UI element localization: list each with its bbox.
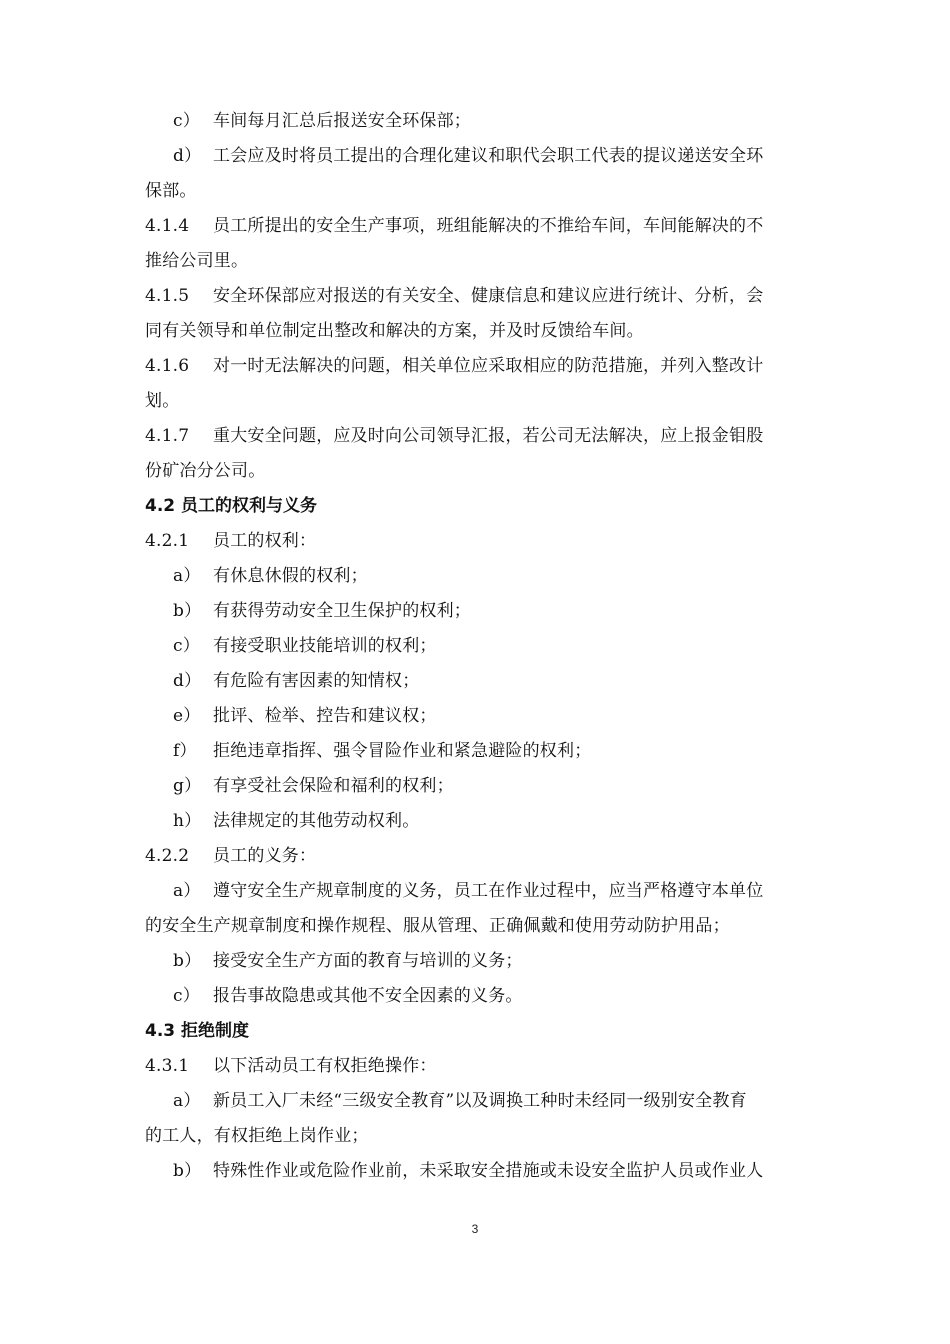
item-text: 拒绝违章指挥、强令冒险作业和紧急避险的权利； (213, 741, 592, 761)
clause-number: 4.2.2 (145, 846, 190, 866)
clause-text: 以下活动员工有权拒绝操作： (213, 1056, 437, 1076)
section-heading-4-2: 4.2 员工的权利与义务 (145, 496, 318, 516)
item-label: e） (173, 706, 201, 726)
item-text: 的工人，有权拒绝上岗作业； (145, 1126, 369, 1146)
duty-item-c (145, 979, 825, 1014)
item-text: 法律规定的其他劳动权利。 (213, 811, 420, 831)
clause-text: 同有关领导和单位制定出整改和解决的方案，并及时反馈给车间。 (145, 321, 644, 341)
clause-text: 对一时无法解决的问题，相关单位应采取相应的防范措施，并列入整改计 (213, 356, 764, 376)
clause-text: 安全环保部应对报送的有关安全、健康信息和建议应进行统计、分析，会 (213, 286, 764, 306)
refusal-item-b (145, 1154, 825, 1189)
rights-item (145, 594, 825, 629)
item-label: f） (173, 741, 197, 761)
clause-number: 4.1.6 (145, 356, 190, 376)
refusal-item-a (145, 1084, 825, 1119)
duty-item-a (145, 874, 825, 909)
clause-4-1-5-continuation (145, 314, 825, 349)
rights-item (145, 664, 825, 699)
rights-item (145, 699, 825, 734)
clause-4-1-6-continuation (145, 384, 825, 419)
duty-item-a-continuation (145, 909, 825, 944)
item-label: d） (173, 146, 202, 166)
item-text: 有危险有害因素的知情权； (213, 671, 420, 691)
item-label: c） (173, 111, 200, 131)
rights-item (145, 734, 825, 769)
item-text: 保部。 (145, 181, 197, 201)
item-text: 车间每月汇总后报送安全环保部； (213, 111, 471, 131)
item-d-line (145, 139, 825, 174)
clause-number: 4.1.5 (145, 286, 190, 306)
clause-text: 划。 (145, 391, 180, 411)
item-text: 的安全生产规章制度和操作规程、服从管理、正确佩戴和使用劳动防护用品； (145, 916, 730, 936)
item-text: 新员工入厂未经“三级安全教育”以及调换工种时未经同一级别安全教育 (213, 1091, 747, 1111)
item-d-continuation (145, 174, 825, 209)
item-text: 有获得劳动安全卫生保护的权利； (213, 601, 471, 621)
item-label: a） (173, 566, 201, 586)
item-label: c） (173, 636, 200, 656)
document-body (145, 104, 825, 1189)
clause-4-1-6 (145, 349, 825, 384)
clause-4-1-4-continuation (145, 244, 825, 279)
item-label: b） (173, 601, 202, 621)
clause-4-2-1 (145, 524, 825, 559)
clause-number: 4.2.1 (145, 531, 190, 551)
refusal-item-a-continuation (145, 1119, 825, 1154)
item-label: g） (173, 776, 202, 796)
item-text: 遵守安全生产规章制度的义务，员工在作业过程中，应当严格遵守本单位 (213, 881, 764, 901)
item-text: 有接受职业技能培训的权利； (213, 636, 437, 656)
rights-item (145, 559, 825, 594)
clause-text: 员工的权利： (213, 531, 317, 551)
rights-item (145, 629, 825, 664)
page-number: 3 (471, 1222, 479, 1236)
item-text: 接受安全生产方面的教育与培训的义务； (213, 951, 523, 971)
item-label: a） (173, 881, 201, 901)
clause-text: 员工的义务： (213, 846, 317, 866)
clause-number: 4.1.7 (145, 426, 190, 446)
clause-4-1-4 (145, 209, 825, 244)
item-label: d） (173, 671, 202, 691)
clause-number: 4.3.1 (145, 1056, 190, 1076)
clause-4-1-7 (145, 419, 825, 454)
rights-item (145, 769, 825, 804)
item-label: b） (173, 1161, 202, 1181)
clause-4-2-2 (145, 839, 825, 874)
item-text: 特殊性作业或危险作业前，未采取安全措施或未设安全监护人员或作业人 (213, 1161, 764, 1181)
clause-text: 重大安全问题，应及时向公司领导汇报，若公司无法解决，应上报金钼股 (213, 426, 764, 446)
section-heading-4-3: 4.3 拒绝制度 (145, 1021, 250, 1041)
item-text: 报告事故隐患或其他不安全因素的义务。 (213, 986, 523, 1006)
clause-text: 员工所提出的安全生产事项，班组能解决的不推给车间，车间能解决的不 (213, 216, 764, 236)
item-text: 有休息休假的权利； (213, 566, 368, 586)
item-c-line (145, 104, 825, 139)
item-label: c） (173, 986, 200, 1006)
clause-4-1-7-continuation (145, 454, 825, 489)
item-label: a） (173, 1091, 201, 1111)
item-label: h） (173, 811, 202, 831)
rights-item (145, 804, 825, 839)
clause-4-3-1 (145, 1049, 825, 1084)
item-text: 工会应及时将员工提出的合理化建议和职代会职工代表的提议递送安全环 (213, 146, 764, 166)
clause-text: 份矿冶分公司。 (145, 461, 266, 481)
clause-text: 推给公司里。 (145, 251, 249, 271)
item-text: 有享受社会保险和福利的权利； (213, 776, 454, 796)
clause-number: 4.1.4 (145, 216, 190, 236)
item-text: 批评、检举、控告和建议权； (213, 706, 437, 726)
clause-4-1-5 (145, 279, 825, 314)
item-label: b） (173, 951, 202, 971)
duty-item-b (145, 944, 825, 979)
